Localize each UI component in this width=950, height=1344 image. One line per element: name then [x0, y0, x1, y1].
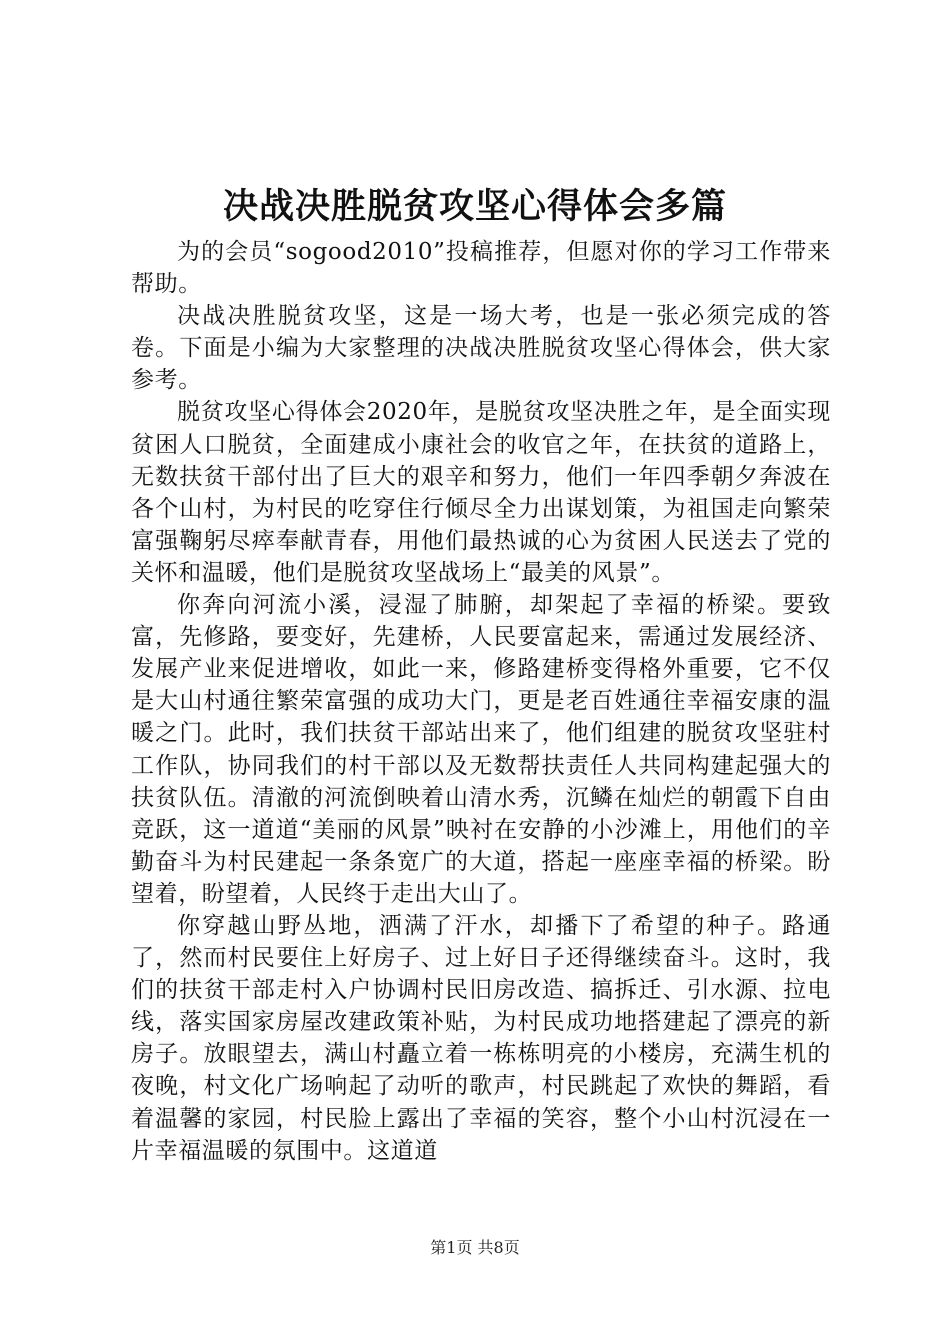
paragraph-section-2: 你奔向河流小溪，浸湿了肺腑，却架起了幸福的桥梁。要致富，先修路，要变好，先建桥，人民要富起来，需通过发展经济、发展产业来促进增收，如此一来，修路建桥变得格外重要，它不仅是大山村通往繁荣富强的成功大门，更是老百姓通往幸福安康的温暖之门。此时，我们扶贫干部站出来了，他们组建的脱贫攻坚驻村工作队，协同我们的村干部以及无数帮扶责任人共同构建起强大的扶贫队伍。清澈的河流倒映着山清水秀，沉鳞在灿烂的朝霞下自由竞跃，这一道道“美丽的风景”映衬在安静的小沙滩上，用他们的辛勤奋斗为村民建起一条条宽广的大道，搭起一座座幸福的桥梁。盼望着，盼望着，人民终于走出大山了。: [131, 592, 831, 907]
paragraph-summary: 决战决胜脱贫攻坚，这是一场大考，也是一张必须完成的答卷。下面是小编为大家整理的决战决胜脱贫攻坚心得体会，供大家参考。: [131, 303, 831, 394]
paragraph-intro: 为的会员“sogood2010”投稿推荐，但愿对你的学习工作带来帮助。: [131, 239, 831, 298]
document-body: [131, 236, 831, 1167]
paragraph-section-3: 你穿越山野丛地，洒满了汗水，却播下了希望的种子。路通了，然而村民要住上好房子、过上好日子还得继续奋斗。这时，我们的扶贫干部走村入户协调村民旧房改造、搞拆迁、引水源、拉电线，落实国家房屋改建政策补贴，为村民成功地搭建起了漂亮的新房子。放眼望去，满山村矗立着一栋栋明亮的小楼房，充满生机的夜晚，村文化广场响起了动听的歌声，村民跳起了欢快的舞蹈，看着温馨的家园，村民脸上露出了幸福的笑容，整个小山村沉浸在一片幸福温暖的氛围中。这道道: [131, 912, 831, 1164]
document-title: 决战决胜脱贫攻坚心得体会多篇: [222, 186, 727, 227]
page-footer: 第1页 共8页: [430, 1238, 520, 1257]
paragraph-section-1: 脱贫攻坚心得体会2020年，是脱贫攻坚决胜之年，是全面实现贫困人口脱贫，全面建成小康社会的收官之年，在扶贫的道路上，无数扶贫干部付出了巨大的艰辛和努力，他们一年四季朝夕奔波在各个山村，为村民的吃穿住行倾尽全力出谋划策，为祖国走向繁荣富强鞠躬尽瘁奉献青春，用他们最热诚的心为贫困人民送去了党的关怀和温暖，他们是脱贫攻坚战场上“最美的风景”。: [131, 399, 831, 586]
